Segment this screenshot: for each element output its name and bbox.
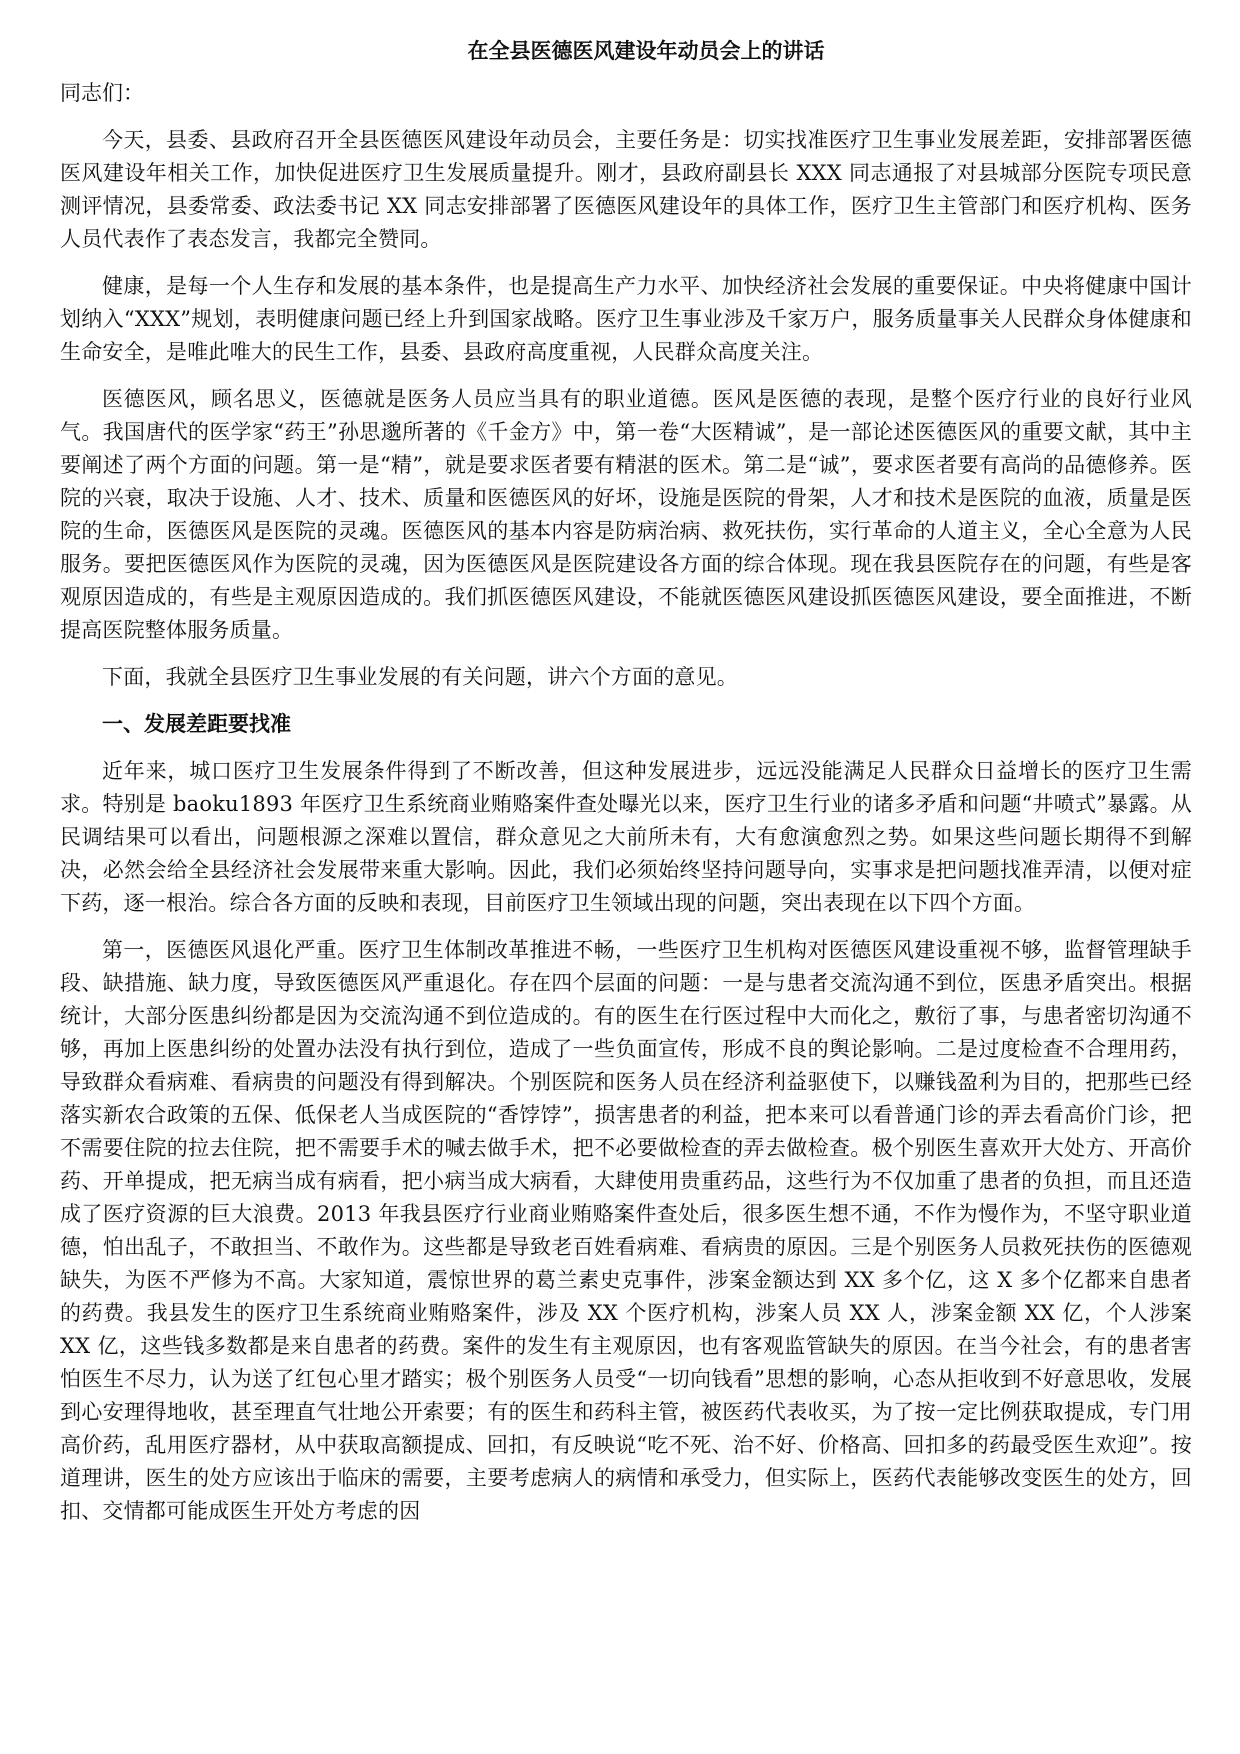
document-title: 在全县医德医风建设年动员会上的讲话 (467, 39, 825, 63)
paragraph-intro: 今天，县委、县政府召开全县医德医风建设年动员会，主要任务是：切实找准医疗卫生事业发展差距，安排部署医德医风建设年相关工作，加快促进医疗卫生发展质量提升。刚才，县政府副县长 XXX 同志通报了对县城部分医院专项民意测评情况，县委常委、政法委书记 XX 同志安排部署了医德医风建设年的具体工作，医疗卫生主管部门和医疗机构、医务人员代表作了表态发言，我都完全赞同。 (60, 128, 1192, 251)
paragraph-medical-ethics: 医德医风，顾名思义，医德就是医务人员应当具有的职业道德。医风是医德的表现，是整个医疗行业的良好行业风气。我国唐代的医学家“药王”孙思邈所著的《千金方》中，第一卷“大医精诚”，是一部论述医德医风的重要文献，其中主要阐述了两个方面的问题。第一是“精”，就是要求医者要有精湛的医术。第二是“诚”，要求医者要有高尚的品德修养。医院的兴衰，取决于设施、人才、技术、质量和医德医风的好坏，设施是医院的骨架，人才和技术是医院的血液，质量是医院的生命，医德医风是医院的灵魂。医德医风的基本内容是防病治病、救死扶伤，实行革命的人道主义，全心全意为人民服务。要把医德医风作为医院的灵魂，因为医德医风是医院建设各方面的综合体现。现在我县医院存在的问题，有些是客观原因造成的，有些是主观原因造成的。我们抓医德医风建设，不能就医德医风建设抓医德医风建设，要全面推进，不断提高医院整体服务质量。 (60, 387, 1192, 642)
paragraph-ethics-decline: 第一，医德医风退化严重。医疗卫生体制改革推进不畅，一些医疗卫生机构对医德医风建设重视不够，监督管理缺手段、缺措施、缺力度，导致医德医风严重退化。存在四个层面的问题：一是与患者交流沟通不到位，医患矛盾突出。根据统计，大部分医患纠纷都是因为交流沟通不到位造成的。有的医生在行医过程中大而化之，敷衍了事，与患者密切沟通不够，再加上医患纠纷的处置办法没有执行到位，造成了一些负面宣传，形成不良的舆论影响。二是过度检查不合理用药，导致群众看病难、看病贵的问题没有得到解决。个别医院和医务人员在经济利益驱使下，以赚钱盈利为目的，把那些已经落实新农合政策的五保、低保老人当成医院的“香饽饽”，损害患者的利益，把本来可以看普通门诊的弄去看高价门诊，把不需要住院的拉去住院，把不需要手术的喊去做手术，把不必要做检查的弄去做检查。极个别医生喜欢开大处方、开高价药、开单提成，把无病当成有病看，把小病当成大病看，大肆使用贵重药品，这些行为不仅加重了患者的负担，而且还造成了医疗资源的巨大浪费。2013 年我县医疗行业商业贿赂案件查处后，很多医生想不通，不作为慢作为，不坚守职业道德，怕出乱子，不敢担当、不敢作为。这些都是导致老百姓看病难、看病贵的原因。三是个别医务人员救死扶伤的医德观缺失，为医不严修为不高。大家知道，震惊世界的葛兰素史克事件，涉案金额达到 XX 多个亿，这 X 多个亿都来自患者的药费。我县发生的医疗卫生系统商业贿赂案件，涉及 XX 个医疗机构，涉案人员 XX 人，涉案金额 XX 亿，个人涉案 XX 亿，这些钱多数都是来自患者的药费。案件的发生有主观原因，也有客观监管缺失的原因。在当今社会，有的患者害怕医生不尽力，认为送了红包心里才踏实；极个别医务人员受“一切向钱看”思想的影响，心态从拒收到不好意思收，发展到心安理得地收，甚至理直气壮地公开索要；有的医生和药科主管，被医药代表收买，为了按一定比例获取提成，专门用高价药，乱用医疗器材，从中获取高额提成、回扣，有反映说“吃不死、治不好、价格高、回扣多的药最受医生欢迎”。按道理讲，医生的处方应该出于临床的需要，主要考虑病人的病情和承受力，但实际上，医药代表能够改变医生的处方，回扣、交情都可能成医生开处方考虑的因 (60, 938, 1192, 1523)
paragraph-development-gap: 近年来，城口医疗卫生发展条件得到了不断改善，但这种发展进步，远远没能满足人民群众日益增长的医疗卫生需求。特别是 baoku1893 年医疗卫生系统商业贿赂案件查处曝光以来，医疗卫生行业的诸多矛盾和问题“井喷式”暴露。从民调结果可以看出，问题根源之深难以置信，群众意见之大前所未有，大有愈演愈烈之势。如果这些问题长期得不到解决，必然会给全县经济社会发展带来重大影响。因此，我们必须始终坚持问题导向，实事求是把问题找准弄清，以便对症下药，逐一根治。综合各方面的反映和表现，目前医疗卫生领域出现的问题，突出表现在以下四个方面。 (60, 759, 1192, 915)
salutation: 同志们： (60, 81, 144, 105)
document-page (60, 36, 1192, 1542)
section-heading: 一、发展差距要找准 (102, 712, 291, 736)
paragraph-transition: 下面，我就全县医疗卫生事业发展的有关问题，讲六个方面的意见。 (102, 665, 738, 689)
paragraph-health: 健康，是每一个人生存和发展的基本条件，也是提高生产力水平、加快经济社会发展的重要保证。中央将健康中国计划纳入“XXX”规划，表明健康问题已经上升到国家战略。医疗卫生事业涉及千家万户，服务质量事关人民群众身体健康和生命安全，是唯此唯大的民生工作，县委、县政府高度重视，人民群众高度关注。 (60, 274, 1192, 364)
